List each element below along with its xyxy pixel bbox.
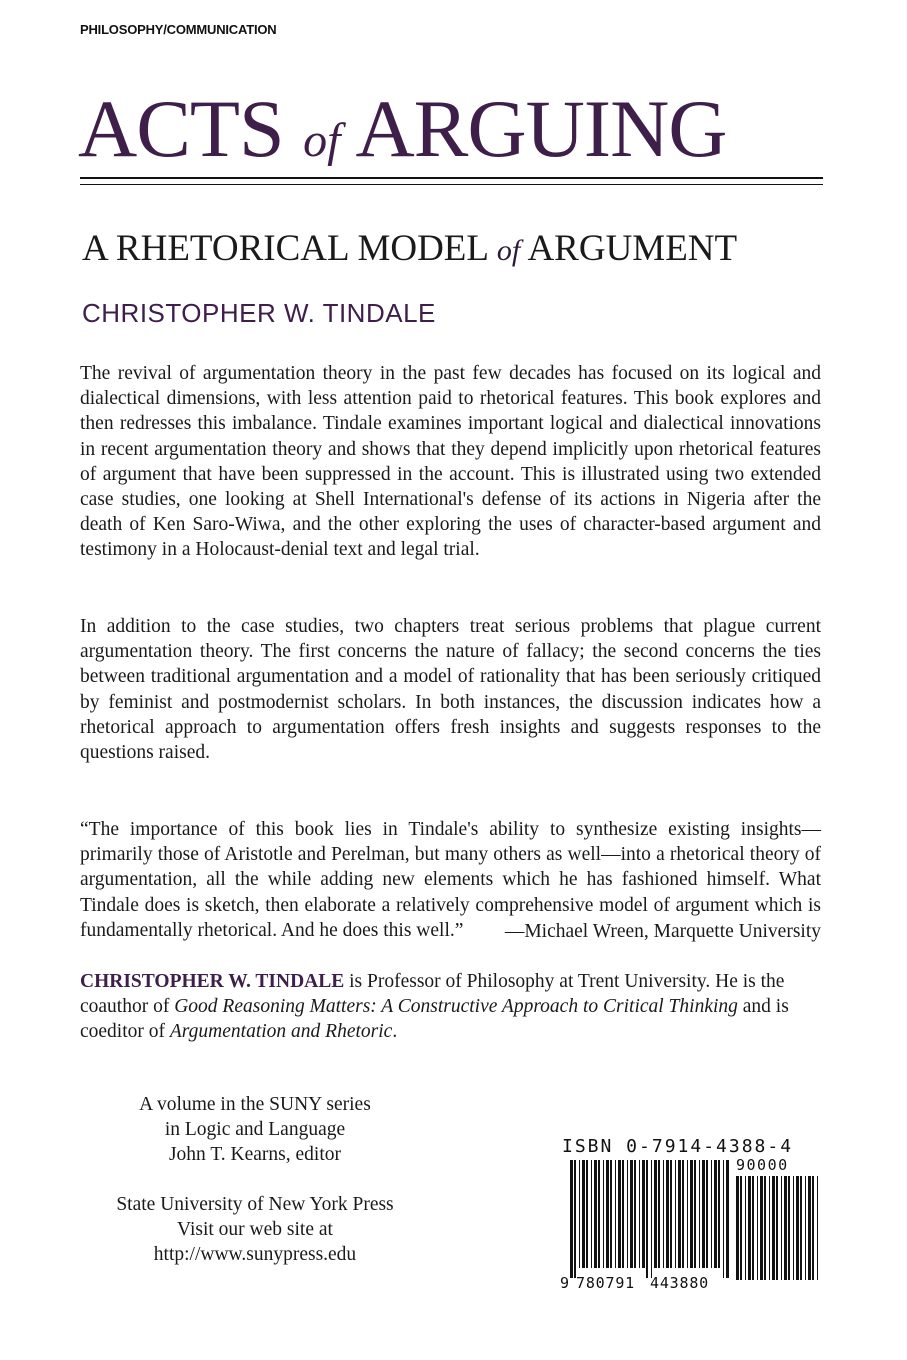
barcode-bar <box>606 1160 609 1268</box>
barcode-bar <box>591 1160 592 1268</box>
title-part2: ARGUING <box>355 83 727 174</box>
book-subtitle <box>82 228 737 272</box>
barcode-bar <box>752 1176 754 1280</box>
barcode-bar <box>781 1176 782 1280</box>
bio-book-1: Good Reasoning Matters: A Constructive Approach to Critical Thinking <box>174 996 738 1018</box>
ean-prefix-digit: 9 <box>560 1274 570 1292</box>
barcode-bar <box>622 1160 624 1268</box>
bio-book-2: Argumentation and Rhetoric <box>169 1021 393 1043</box>
barcode-bar <box>805 1176 806 1280</box>
barcode-bar <box>706 1160 708 1268</box>
barcode-bar <box>702 1160 705 1268</box>
publisher-url: http://www.sunypress.edu <box>153 1244 357 1265</box>
bio-text-3: . <box>392 1021 398 1043</box>
barcode-bar <box>723 1160 724 1278</box>
barcode-bar <box>711 1160 712 1268</box>
ean-left-digits: 780791 <box>576 1274 635 1292</box>
series-line: John T. Kearns, editor <box>168 1144 342 1165</box>
publisher-info <box>80 1192 430 1267</box>
barcode <box>560 1156 822 1292</box>
book-title <box>78 83 798 182</box>
barcode-bar <box>639 1160 640 1268</box>
barcode-bar <box>675 1160 676 1268</box>
barcode-bar <box>658 1160 660 1268</box>
series-info <box>80 1092 430 1167</box>
barcode-bar <box>757 1176 758 1280</box>
barcode-bar <box>634 1160 636 1268</box>
title-part1: ACTS <box>78 83 284 174</box>
barcode-bar <box>586 1160 588 1268</box>
isbn-text: ISBN 0-7914-4388-4 <box>562 1136 794 1157</box>
barcode-bar <box>670 1160 672 1268</box>
subtitle-of: of <box>496 234 521 267</box>
barcode-bar <box>718 1160 720 1268</box>
title-of: of <box>303 114 341 167</box>
barcode-bar <box>603 1160 604 1268</box>
barcode-bar <box>796 1176 799 1280</box>
barcode-bar <box>574 1160 576 1278</box>
barcode-bar <box>682 1160 684 1268</box>
barcode-bar <box>654 1160 657 1268</box>
barcode-bar <box>615 1160 616 1268</box>
addon-barcode-bars <box>736 1176 818 1280</box>
barcode-bar <box>748 1176 751 1280</box>
barcode-bar <box>776 1176 778 1280</box>
barcode-bar <box>610 1160 612 1268</box>
publisher-web-label: Visit our web site at <box>177 1219 333 1240</box>
ean-barcode-bars <box>570 1160 729 1278</box>
barcode-bar <box>812 1176 814 1280</box>
barcode-bar <box>579 1160 580 1268</box>
barcode-bar <box>726 1160 729 1278</box>
barcode-bar <box>800 1176 802 1280</box>
description-paragraph-1: The revival of argumentation theory in the past few decades has focused on its logical and dialectical dimensions, with less attention paid to rhetorical features. This book explores and then redresses this imbalance. Tindale examines important logical and dialectical innovations in recent argumentation theory and shows that they depend implicitly upon rhetorical features of argument that have been suppressed in the account. This is illustrated using two extended case studies, one looking at Shell International's defense of its actions in Nigeria after the death of Ken Saro-Wiwa, and the other exploring the uses of character-based argument and testimony in a Holocaust-denial text and legal trial. <box>80 363 821 561</box>
title-rule-bottom <box>80 184 823 185</box>
barcode-bar <box>618 1160 621 1268</box>
review-attribution: —Michael Wreen, Marquette University <box>504 921 821 942</box>
barcode-bar <box>687 1160 688 1268</box>
bio-author-name: CHRISTOPHER W. TINDALE <box>80 971 345 992</box>
barcode-bar <box>760 1176 763 1280</box>
barcode-bar <box>764 1176 766 1280</box>
barcode-bar <box>736 1176 739 1280</box>
barcode-bar <box>598 1160 600 1268</box>
barcode-bar <box>642 1160 645 1268</box>
barcode-bar <box>788 1176 790 1280</box>
barcode-bar <box>666 1160 669 1268</box>
barcode-bar <box>784 1176 787 1280</box>
barcode-bar <box>817 1176 818 1280</box>
barcode-bar <box>694 1160 696 1268</box>
barcode-bar <box>699 1160 700 1268</box>
ean-right-digits: 443880 <box>650 1274 709 1292</box>
barcode-bar <box>570 1160 573 1278</box>
series-line: A volume in the SUNY series <box>139 1094 371 1115</box>
barcode-bar <box>663 1160 664 1268</box>
barcode-bar <box>772 1176 775 1280</box>
barcode-bar <box>651 1160 652 1278</box>
barcode-bar <box>745 1176 746 1280</box>
barcode-bar <box>594 1160 597 1268</box>
description-paragraph-2: In addition to the case studies, two chapters treat serious problems that plague current argumentation theory. The first concerns the nature of fallacy; the second concerns the ties between traditional argumentation and a model of rationality that has been seriously critiqued by feminist and postmodernist scholars. In both instances, the discussion indicates how a rhetorical approach to argumentation offers fresh insights and suggests responses to the questions raised. <box>80 616 821 764</box>
barcode-bar <box>627 1160 628 1268</box>
author-bio <box>80 969 821 1045</box>
publisher-name: State University of New York Press <box>116 1194 394 1215</box>
review-quote: “The importance of this book lies in Tindale's ability to synthesize existing insights—primarily those of Aristotle and Perelman, but many others as well—into a rhetorical theory of argumentation, all the while adding new elements which he has fashioned himself. What Tindale does is sketch, then elaborate a relatively comprehensive model of argument which is fundamentally rhetorical. And he does this well.” <box>80 819 821 941</box>
barcode-bar <box>690 1160 693 1268</box>
barcode-bar <box>582 1160 585 1268</box>
barcode-bar <box>714 1160 717 1268</box>
barcode-bar <box>678 1160 681 1268</box>
series-line: in Logic and Language <box>164 1119 346 1140</box>
category-label: PHILOSOPHY/COMMUNICATION <box>80 22 277 37</box>
bio-text-1: is Professor of Philosophy at Trent University. He is the coauthor of <box>80 971 785 1018</box>
author-name: CHRISTOPHER W. TINDALE <box>82 298 436 328</box>
barcode-bar <box>769 1176 770 1280</box>
subtitle-part2: ARGUMENT <box>527 228 738 269</box>
subtitle-part1: A RHETORICAL MODEL <box>82 228 488 269</box>
price-code: 90000 <box>736 1156 789 1174</box>
barcode-bar <box>646 1160 648 1278</box>
barcode-bar <box>793 1176 794 1280</box>
barcode-bar <box>630 1160 633 1268</box>
bio-text-2: and is coeditor of <box>80 996 789 1043</box>
barcode-bar <box>808 1176 811 1280</box>
barcode-bar <box>740 1176 742 1280</box>
title-rule-top <box>80 177 823 179</box>
